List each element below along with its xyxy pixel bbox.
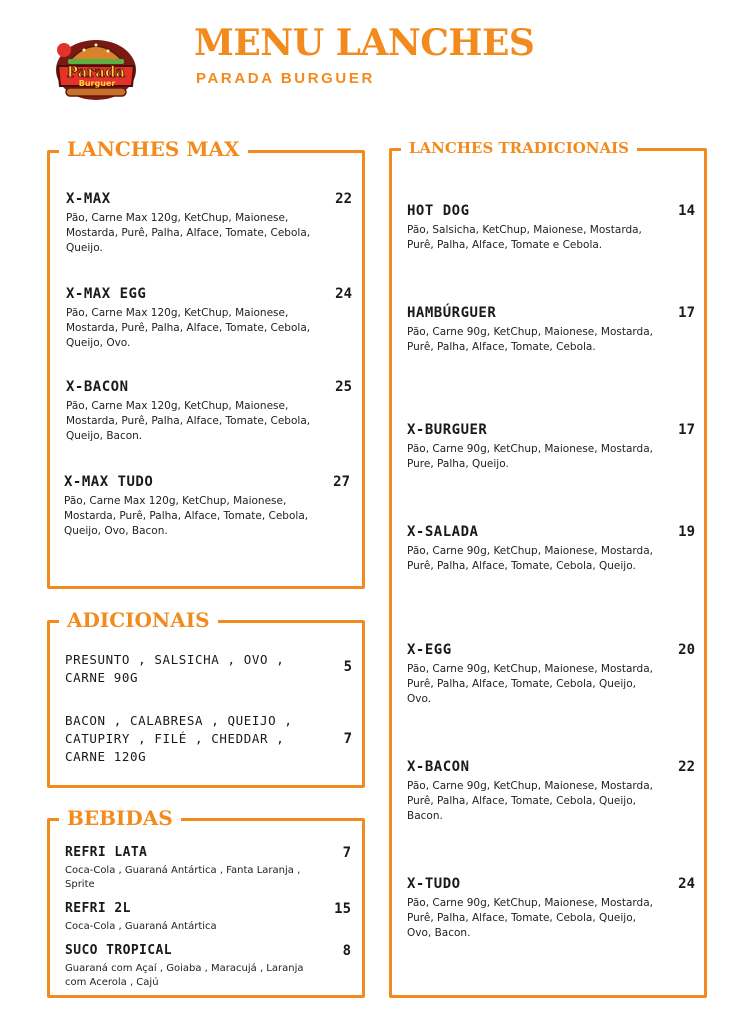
bebida-name: SUCO TROPICAL [65, 943, 172, 958]
item-name: X-BACON [407, 759, 470, 775]
item-name: X-TUDO [407, 876, 461, 892]
bebida-price: 15 [334, 901, 351, 917]
lanches-tradicionais-section [389, 139, 707, 998]
item-name: X-MAX [66, 191, 111, 207]
item-name: HAMBÚRGUER [407, 305, 497, 321]
lanches-max-section [47, 137, 365, 589]
item-description: Pão, Carne 90g, KetChup, Maionese, Mostarda, Purê, Palha, Alface, Tomate, Cebola, Queijo, Bacon. [407, 780, 653, 822]
bebida-price: 8 [342, 943, 351, 959]
adicional-text: BACON , CALABRESA , QUEIJO , CATUPIRY , FILÉ , CHEDDAR , CARNE 120G [65, 713, 293, 764]
adicional-text: PRESUNTO , SALSICHA , OVO , CARNE 90G [65, 652, 285, 685]
item-price: 25 [335, 379, 352, 395]
menu-item-x-bacon-max [66, 379, 352, 449]
item-price: 20 [678, 642, 695, 658]
lanches-max-title: LANCHES MAX [59, 137, 248, 161]
item-description: Pão, Carne 90g, KetChup, Maionese, Mostarda, Purê, Palha, Alface, Tomate, Cebola. [407, 326, 653, 353]
bebida-description: Coca-Cola , Guaraná Antártica [65, 921, 217, 932]
item-price: 22 [678, 759, 695, 775]
item-description: Pão, Carne 90g, KetChup, Maionese, Mostarda, Purê, Palha, Alface, Tomate, Cebola, Queijo. [407, 545, 653, 572]
menu-item-x-max-tudo [64, 474, 350, 544]
item-name: X-EGG [407, 642, 452, 658]
page-title: MENU LANCHES [194, 22, 535, 64]
item-price: 24 [335, 286, 352, 302]
item-description: Pão, Salsicha, KetChup, Maionese, Mostarda, Purê, Palha, Alface, Tomate e Cebola. [407, 224, 642, 251]
item-description: Pão, Carne 90g, KetChup, Maionese, Mostarda, Pure, Palha, Queijo. [407, 443, 653, 470]
adicionais-title: ADICIONAIS [59, 608, 218, 632]
item-price: 24 [678, 876, 695, 892]
adicional-price: 7 [343, 731, 352, 747]
item-price: 17 [678, 422, 695, 438]
item-name: HOT DOG [407, 203, 470, 219]
menu-item-x-max [66, 191, 352, 261]
bebida-item-suco-tropical [65, 943, 351, 990]
burger-logo-icon [50, 30, 142, 102]
menu-item-x-burguer [407, 422, 693, 492]
logo-text-bottom: Burguer [78, 79, 116, 88]
item-name: X-BURGUER [407, 422, 488, 438]
bebida-description: Guaraná com Açaí , Goiaba , Maracujá , Laranja com Acerola , Cajú [65, 963, 304, 988]
menu-item-hamburguer [407, 305, 693, 375]
item-description: Pão, Carne 90g, KetChup, Maionese, Mostarda, Purê, Palha, Alface, Tomate, Cebola, Queijo, Ovo. [407, 663, 653, 705]
menu-item-x-bacon [407, 759, 693, 829]
item-name: X-SALADA [407, 524, 479, 540]
item-name: X-MAX EGG [66, 286, 147, 302]
bebida-description: Coca-Cola , Guaraná Antártica , Fanta Laranja , Sprite [65, 865, 301, 890]
bebida-price: 7 [342, 845, 351, 861]
adicional-item [65, 712, 352, 766]
item-name: X-BACON [66, 379, 129, 395]
menu-item-hot-dog [407, 203, 693, 273]
logo-text-top: Parada [66, 63, 126, 81]
bebida-item-refri-2l [65, 901, 351, 934]
adicionais-section [47, 608, 365, 788]
item-price: 14 [678, 203, 695, 219]
parada-burguer-logo [50, 30, 142, 102]
item-name: X-MAX TUDO [64, 474, 154, 490]
bebidas-title: BEBIDAS [59, 806, 181, 830]
menu-item-x-salada [407, 524, 693, 594]
item-description: Pão, Carne Max 120g, KetChup, Maionese, Mostarda, Purê, Palha, Alface, Tomate, Cebola, Queijo, Ovo, Bacon. [64, 495, 309, 537]
bebidas-section [47, 806, 365, 998]
item-description: Pão, Carne 90g, KetChup, Maionese, Mostarda, Purê, Palha, Alface, Tomate, Cebola, Queijo, Ovo, Bacon. [407, 897, 653, 939]
menu-item-x-tudo [407, 876, 693, 946]
adicional-price: 5 [343, 659, 352, 675]
item-price: 22 [335, 191, 352, 207]
bebida-name: REFRI LATA [65, 845, 148, 860]
page-subtitle: PARADA BURGUER [196, 70, 375, 87]
item-price: 27 [333, 474, 350, 490]
item-price: 17 [678, 305, 695, 321]
bebida-name: REFRI 2L [65, 901, 131, 916]
item-description: Pão, Carne Max 120g, KetChup, Maionese, Mostarda, Purê, Palha, Alface, Tomate, Cebola, Queijo, Bacon. [66, 400, 311, 442]
lanches-tradicionais-title: LANCHES TRADICIONAIS [401, 139, 637, 157]
menu-item-x-max-egg [66, 286, 352, 356]
bebida-item-refri-lata [65, 845, 351, 892]
adicional-item [65, 651, 352, 687]
item-description: Pão, Carne Max 120g, KetChup, Maionese, Mostarda, Purê, Palha, Alface, Tomate, Cebola, Queijo. [66, 212, 311, 254]
item-price: 19 [678, 524, 695, 540]
menu-item-x-egg [407, 642, 693, 712]
item-description: Pão, Carne Max 120g, KetChup, Maionese, Mostarda, Purê, Palha, Alface, Tomate, Cebola, Queijo, Ovo. [66, 307, 311, 349]
